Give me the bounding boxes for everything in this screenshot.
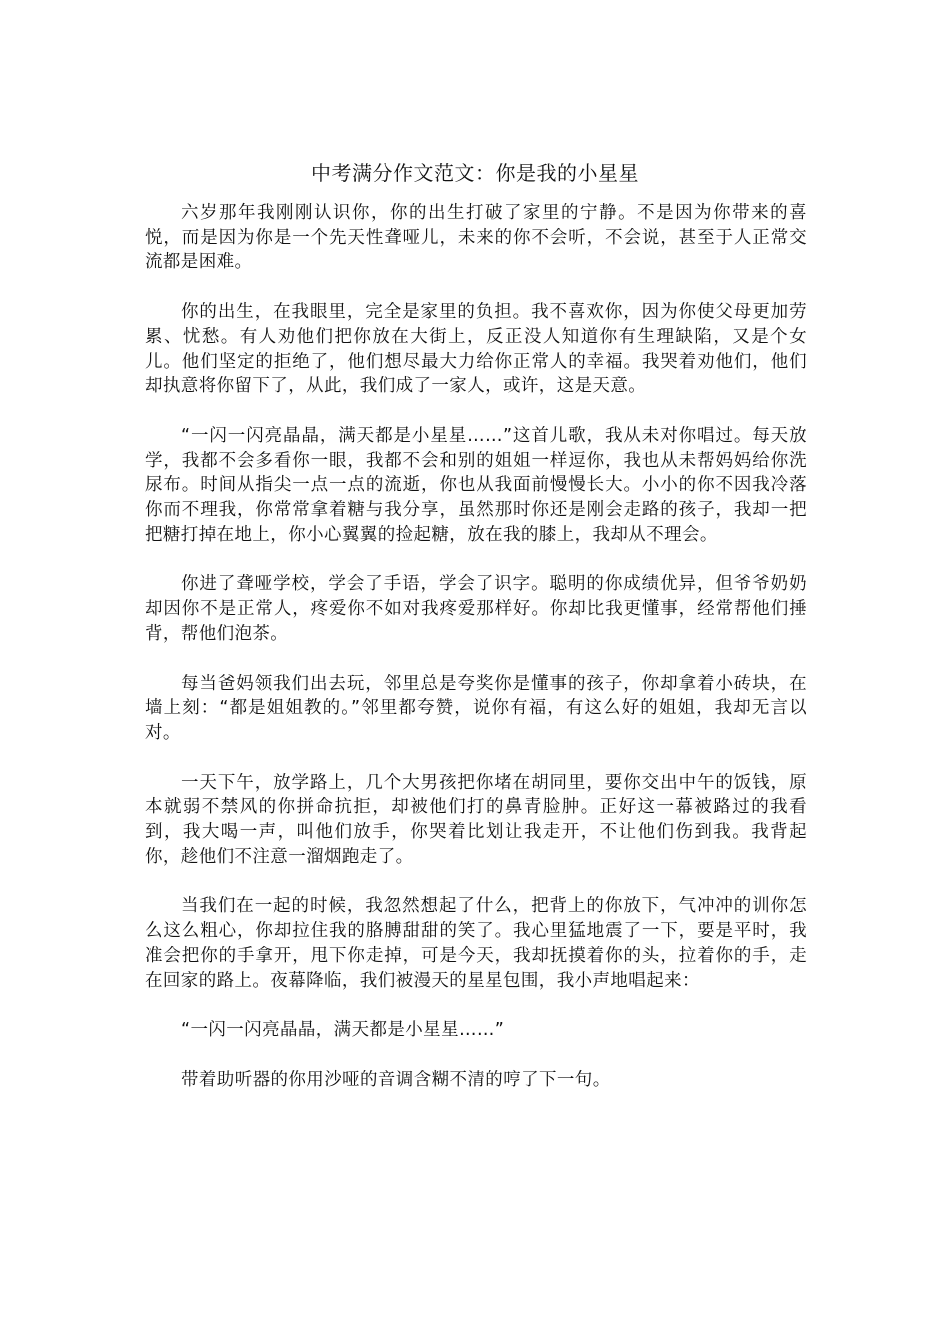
- paragraph: “一闪一闪亮晶晶，满天都是小星星……”这首儿歌，我从未对你唱过。每天放学，我都不会多看你一眼，我都不会和别的姐姐一样逗你，我也从未帮妈妈给你洗尿布。时间从指尖一点一点的流逝，你也从我面前慢慢长大。小小的你不因我冷落你而不理我，你常常拿着糖与我分享，虽然那时你还是刚会走路的孩子，我却一把把糖打掉在地上，你小心翼翼的捡起糖，放在我的膝上，我却从不理会。: [145, 425, 807, 545]
- paragraph: 带着助听器的你用沙哑的音调含糊不清的哼了下一句。: [181, 1069, 611, 1090]
- paragraph: 一天下午，放学路上，几个大男孩把你堵在胡同里，要你交出中午的饭钱，原本就弱不禁风的你拼命抗拒，却被他们打的鼻青脸肿。正好这一幕被路过的我看到，我大喝一声，叫他们放手，你哭着比划让我走开，不让他们伤到我。我背起你，趁他们不注意一溜烟跑走了。: [145, 772, 807, 867]
- paragraph: 每当爸妈领我们出去玩，邻里总是夸奖你是懂事的孩子，你却拿着小砖块，在墙上刻：“都是姐姐教的。”邻里都夸赞，说你有福，有这么好的姐姐，我却无言以对。: [145, 673, 807, 743]
- paragraph: 你的出生，在我眼里，完全是家里的负担。我不喜欢你，因为你使父母更加劳累、忧愁。有人劝他们把你放在大街上，反正没人知道你有生理缺陷，又是个女儿。他们坚定的拒绝了，他们想尽最大力给你正常人的幸福。我哭着劝他们，他们却执意将你留下了，从此，我们成了一家人，或许，这是天意。: [145, 302, 807, 397]
- essay-body: [145, 201, 807, 1118]
- paragraph: 六岁那年我刚刚认识你，你的出生打破了家里的宁静。不是因为你带来的喜悦，而是因为你是一个先天性聋哑儿，未来的你不会听，不会说，甚至于人正常交流都是困难。: [145, 203, 807, 273]
- paragraph: 你进了聋哑学校，学会了手语，学会了识字。聪明的你成绩优异，但爷爷奶奶却因你不是正常人，疼爱你不如对我疼爱那样好。你却比我更懂事，经常帮他们捶背，帮他们泡茶。: [145, 574, 807, 644]
- paragraph: “一闪一闪亮晶晶，满天都是小星星……”: [181, 1020, 505, 1041]
- document-title: 中考满分作文范文：你是我的小星星: [311, 161, 639, 185]
- paragraph: 当我们在一起的时候，我忽然想起了什么，把背上的你放下，气冲冲的训你怎么这么粗心，你却拉住我的胳膊甜甜的笑了。我心里猛地震了一下，要是平时，我准会把你的手拿开，甩下你走掉，可是今天，我却抚摸着你的头，拉着你的手，走在回家的路上。夜幕降临，我们被漫天的星星包围，我小声地唱起来：: [145, 896, 807, 991]
